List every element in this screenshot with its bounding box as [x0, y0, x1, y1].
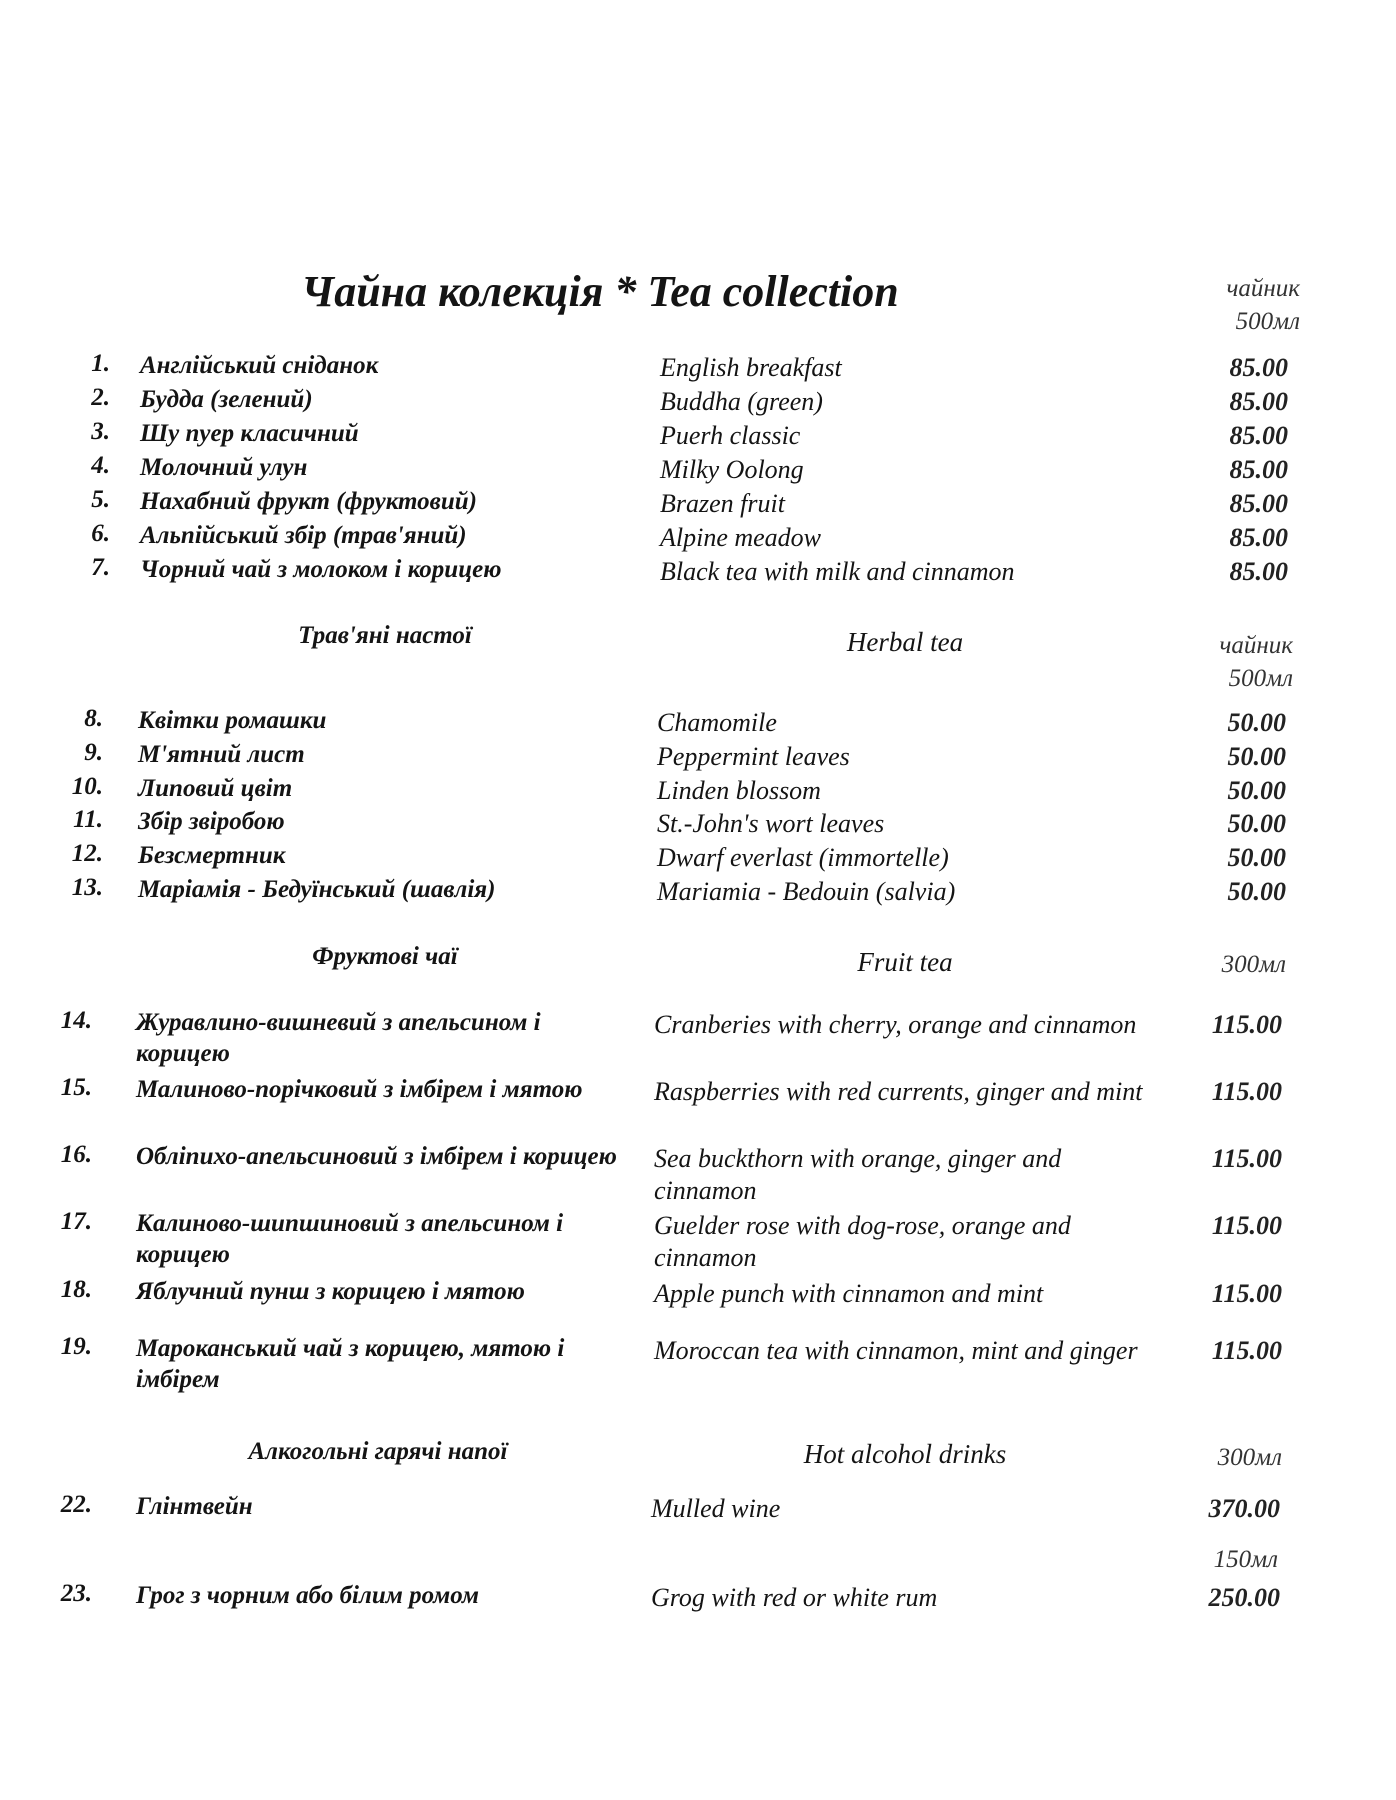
item-number: 9.	[84, 739, 103, 766]
item-price: 85.00	[1229, 353, 1288, 382]
section-title-en: Herbal tea	[846, 627, 964, 657]
item-name-uk: Обліпихо-апельсиновий з імбірем і корицею	[136, 1143, 617, 1170]
item-name-uk: Чорний чай з молоком і корицею	[140, 556, 502, 583]
item-name-uk: Безсмертник	[138, 842, 286, 869]
item-price: 85.00	[1229, 523, 1288, 552]
item-name-uk: Липовий цвіт	[138, 775, 293, 802]
item-price: 50.00	[1227, 809, 1286, 838]
item-price: 115.00	[1211, 1010, 1282, 1039]
section-title-en: Hot alcohol drinks	[803, 1439, 1007, 1469]
item-price: 85.00	[1229, 557, 1288, 586]
item-name-en: English breakfast	[660, 353, 842, 382]
item-price: 115.00	[1211, 1144, 1282, 1173]
item-name-en: Mulled wine	[651, 1494, 781, 1523]
item-name-en: Mariamia - Bedouin (salvia)	[657, 877, 956, 906]
volume-label: чайник 500мл	[1226, 275, 1300, 335]
item-name-en: Puerh classic	[660, 421, 801, 450]
item-name-en: Grog with red or white rum	[651, 1583, 938, 1612]
item-number: 2.	[91, 384, 110, 411]
item-name-en: Linden blossom	[657, 776, 821, 805]
item-price: 85.00	[1229, 489, 1288, 518]
item-name-en: Cranberies with cherry, orange and cinnamon	[654, 1010, 1137, 1039]
item-price: 50.00	[1227, 708, 1286, 737]
item-name-uk: Шу пуер класичний	[140, 420, 359, 447]
item-name-uk: Англійський сніданок	[140, 352, 379, 379]
item-name-en: Moroccan tea with cinnamon, mint and ginger	[654, 1336, 1138, 1365]
item-price: 250.00	[1208, 1583, 1280, 1612]
item-number: 12.	[71, 840, 103, 867]
item-name-uk: Мароканський чай з корицею, мятою і імбірем	[136, 1335, 565, 1393]
item-name-en: Raspberries with red currents, ginger and mint	[654, 1077, 1143, 1106]
item-number: 23.	[60, 1580, 92, 1607]
item-number: 10.	[71, 773, 103, 800]
item-name-en: Apple punch with cinnamon and mint	[654, 1279, 1044, 1308]
item-name-en: Buddha (green)	[660, 387, 823, 416]
item-number: 5.	[91, 486, 110, 513]
item-number: 3.	[91, 418, 110, 445]
item-name-uk: Збір звіробою	[138, 808, 285, 835]
item-name-uk: Альпійський збір (трав'яний)	[140, 522, 467, 549]
item-name-en: Guelder rose with dog-rose, orange and cinnamon	[654, 1211, 1071, 1272]
section-title-uk: Алкогольні гарячі напої	[248, 1438, 508, 1465]
item-name-uk: Глінтвейн	[136, 1493, 253, 1520]
item-number: 7.	[91, 554, 110, 581]
section-title-en: Fruit tea	[857, 947, 953, 977]
item-name-uk: Будда (зелений)	[140, 386, 313, 413]
volume-label: 300мл	[1221, 951, 1286, 978]
section-title-uk: Трав'яні настої	[298, 622, 472, 649]
item-name-en: St.-John's wort leaves	[657, 809, 885, 838]
item-number: 16.	[60, 1141, 92, 1168]
item-price: 85.00	[1229, 387, 1288, 416]
item-number: 8.	[84, 705, 103, 732]
item-price: 50.00	[1227, 776, 1286, 805]
item-name-uk: Молочний улун	[140, 454, 308, 481]
item-name-en: Peppermint leaves	[657, 742, 850, 771]
item-price: 115.00	[1211, 1336, 1282, 1365]
item-name-en: Chamomile	[657, 708, 777, 737]
item-number: 17.	[60, 1208, 92, 1235]
item-name-en: Sea buckthorn with orange, ginger and cinnamon	[654, 1144, 1062, 1205]
item-name-uk: М'ятний лист	[138, 741, 305, 768]
volume-label: чайник 500мл	[1219, 632, 1293, 692]
item-number: 11.	[73, 806, 103, 833]
item-name-en: Milky Oolong	[660, 455, 804, 484]
menu-title: Чайна колекція * Tea collection	[301, 267, 899, 316]
item-price: 115.00	[1211, 1077, 1282, 1106]
item-number: 6.	[91, 520, 110, 547]
item-name-uk: Яблучний пунш з корицею і мятою	[136, 1278, 525, 1305]
item-number: 18.	[60, 1276, 92, 1303]
item-volume: 150мл	[1213, 1546, 1278, 1573]
item-price: 115.00	[1211, 1279, 1282, 1308]
item-name-en: Brazen fruit	[660, 489, 785, 518]
item-price: 50.00	[1227, 742, 1286, 771]
volume-label: 300мл	[1217, 1444, 1282, 1471]
item-name-en: Black tea with milk and cinnamon	[660, 557, 1015, 586]
item-number: 1.	[91, 350, 110, 377]
item-number: 13.	[71, 874, 103, 901]
item-price: 115.00	[1211, 1211, 1282, 1240]
item-price: 85.00	[1229, 421, 1288, 450]
item-name-en: Alpine meadow	[660, 523, 822, 552]
item-name-uk: Журавлино-вишневий з апельсином і корицею	[136, 1009, 541, 1067]
item-name-uk: Маріамія - Бедуїнський (шавлія)	[138, 876, 496, 903]
item-price: 50.00	[1227, 843, 1286, 872]
item-number: 22.	[60, 1491, 92, 1518]
item-name-uk: Калиново-шипшиновий з апельсином і корицею	[136, 1210, 564, 1268]
item-price: 370.00	[1208, 1494, 1280, 1523]
item-name-uk: Малиново-порічковий з імбірем і мятою	[136, 1076, 583, 1103]
item-name-uk: Грог з чорним або білим ромом	[136, 1582, 479, 1609]
item-number: 19.	[60, 1333, 92, 1360]
item-price: 50.00	[1227, 877, 1286, 906]
item-number: 14.	[60, 1007, 92, 1034]
item-number: 15.	[60, 1074, 92, 1101]
item-name-uk: Квітки ромашки	[138, 707, 327, 734]
item-name-uk: Нахабний фрукт (фруктовий)	[140, 488, 477, 515]
item-price: 85.00	[1229, 455, 1288, 484]
section-title-uk: Фруктові чаї	[312, 943, 458, 970]
item-number: 4.	[91, 452, 110, 479]
item-name-en: Dwarf everlast (immortelle)	[657, 843, 949, 872]
